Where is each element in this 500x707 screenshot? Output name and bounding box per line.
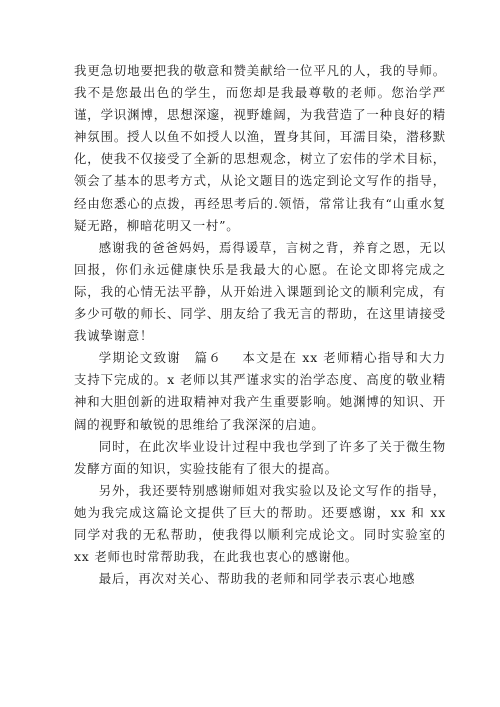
section-6-text: 本文是在 xx 老师精心指导和大力支持下完成的。x 老师以其严谨求实的治学态度、高度的敬业精神和大胆创新的进取精神对我产生重要影响。她渊博的知识、开阔的视野和敏锐的思维给了我深深的启迪。 bbox=[74, 350, 446, 432]
paragraph-experiment-skills: 同时，在此次毕业设计过程中我也学到了许多了关于微生物发酵方面的知识，实验技能有了很大的提高。 bbox=[74, 438, 446, 476]
document-body bbox=[74, 60, 446, 590]
paragraph-final-thanks: 最后，再次对关心、帮助我的老师和同学表示衷心地感 bbox=[98, 571, 416, 587]
paragraph-labmates-thanks: 另外，我还要特别感谢师姐对我实验以及论文写作的指导，她为我完成这篇论文提供了巨大的帮助。还要感谢，xx 和 xx 同学对我的无私帮助，使我得以顺利完成论文。同时实验室的 xx 老师也时常帮助我，在此我也衷心的感谢他。 bbox=[74, 482, 446, 565]
section-heading: 学期论文致谢 篇６ bbox=[98, 350, 223, 366]
paragraph-parents-thanks: 感谢我的爸爸妈妈，焉得谖草，言树之背，养育之恩，无以回报，你们永远健康快乐是我最大的心愿。在论文即将完成之际，我的心情无法平静，从开始进入课题到论文的顺利完成，有多少可敬的师长、同学、朋友给了我无言的帮助，在这里请接受我诚挚谢意！ bbox=[74, 239, 446, 344]
paragraph-section-6 bbox=[74, 347, 446, 435]
paragraph-advisor-thanks: 我更急切地要把我的敬意和赞美献给一位平凡的人，我的导师。我不是您最出色的学生，而您却是我最尊敬的老师。您治学严谨，学识渊博，思想深邃，视野雄阔，为我营造了一种良好的精神氛围。授人以鱼不如授人以渔，置身其间，耳濡目染，潜移默化，使我不仅接受了全新的思想观念，树立了宏伟的学术目标，领会了基本的思考方式，从论文题目的选定到论文写作的指导，经由您悉心的点拨，再经思考后的.领悟，常常让我有“山重水复疑无路，柳暗花明又一村”。 bbox=[74, 63, 446, 233]
